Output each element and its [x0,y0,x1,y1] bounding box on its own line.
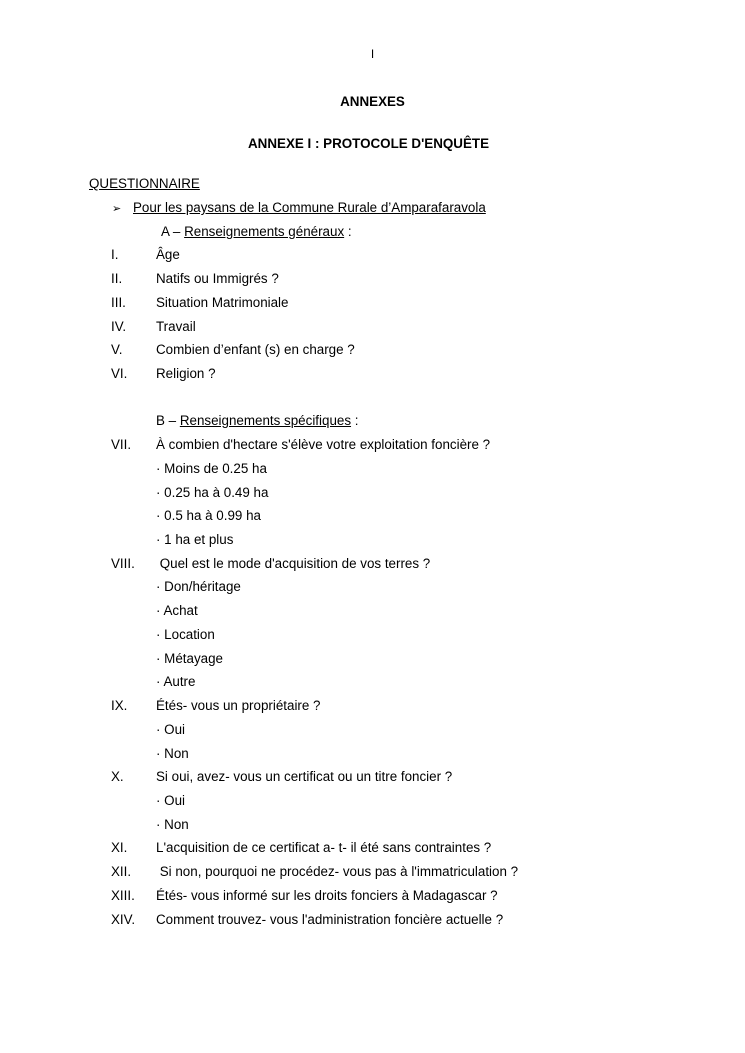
answer-option: · Oui [156,722,186,737]
question-text: L'acquisition de ce certificat a- t- il été sans contraintes ? [156,840,492,855]
question-number: VIII. [111,556,135,571]
page-title: ANNEXES [340,94,405,109]
question-text: Religion ? [156,366,216,381]
question-number: VII. [111,437,132,452]
questionnaire-heading: QUESTIONNAIRE [89,176,200,191]
section-a-suffix: : [344,224,352,239]
annex-subtitle: ANNEXE I : PROTOCOLE D'ENQUÊTE [248,136,490,151]
answer-option: · Location [156,627,215,642]
answer-option: · Métayage [156,651,223,666]
question-text: Quel est le mode d'acquisition de vos terres ? [156,556,431,571]
section-a-prefix: A – [161,224,185,239]
question-number: XI. [111,840,128,855]
section-b-prefix: B – [156,413,180,428]
question-text: Comment trouvez- vous l'administration foncière actuelle ? [156,912,504,927]
section-a-label: Renseignements généraux [184,224,345,239]
question-number: XIII. [111,888,135,903]
question-text: Étés- vous un propriétaire ? [156,698,321,713]
answer-option: · Moins de 0.25 ha [156,461,267,476]
section-b-heading [156,413,358,429]
answer-option: · 1 ha et plus [156,532,234,547]
question-number: II. [111,271,123,286]
arrow-bullet-icon: ➢ [112,203,122,215]
answer-option: · Non [156,817,189,832]
answer-option: · Achat [156,603,198,618]
target-population-row [112,200,486,217]
question-number: IV. [111,319,127,334]
question-text: Natifs ou Immigrés ? [156,271,279,286]
section-b-label: Renseignements spécifiques [179,413,352,428]
section-b-suffix: : [351,413,359,428]
question-text: Âge [156,247,180,262]
target-population-label: Pour les paysans de la Commune Rurale d’Amparafaravola [133,200,486,215]
question-number: VI. [111,366,128,381]
answer-option: · 0.5 ha à 0.99 ha [156,508,261,523]
question-number: XII. [111,864,132,879]
answer-option: · Non [156,746,189,761]
question-number: III. [111,295,126,310]
question-number: V. [111,342,123,357]
question-text: Si oui, avez- vous un certificat ou un titre foncier ? [156,769,453,784]
answer-option: · 0.25 ha à 0.49 ha [156,485,269,500]
answer-option: · Oui [156,793,186,808]
question-number: X. [111,769,124,784]
question-number: I. [111,247,119,262]
section-a-heading [161,224,352,240]
answer-option: · Autre [156,674,196,689]
question-text: Si non, pourquoi ne procédez- vous pas à l'immatriculation ? [156,864,519,879]
question-number: IX. [111,698,128,713]
question-number: XIV. [111,912,136,927]
answer-option: · Don/héritage [156,579,241,594]
question-text: Situation Matrimoniale [156,295,289,310]
question-text: À combien d'hectare s'élève votre exploitation foncière ? [156,437,491,452]
page-number: I [370,47,375,61]
question-text: Combien d’enfant (s) en charge ? [156,342,355,357]
question-text: Étés- vous informé sur les droits fonciers à Madagascar ? [156,888,498,903]
question-text: Travail [156,319,196,334]
